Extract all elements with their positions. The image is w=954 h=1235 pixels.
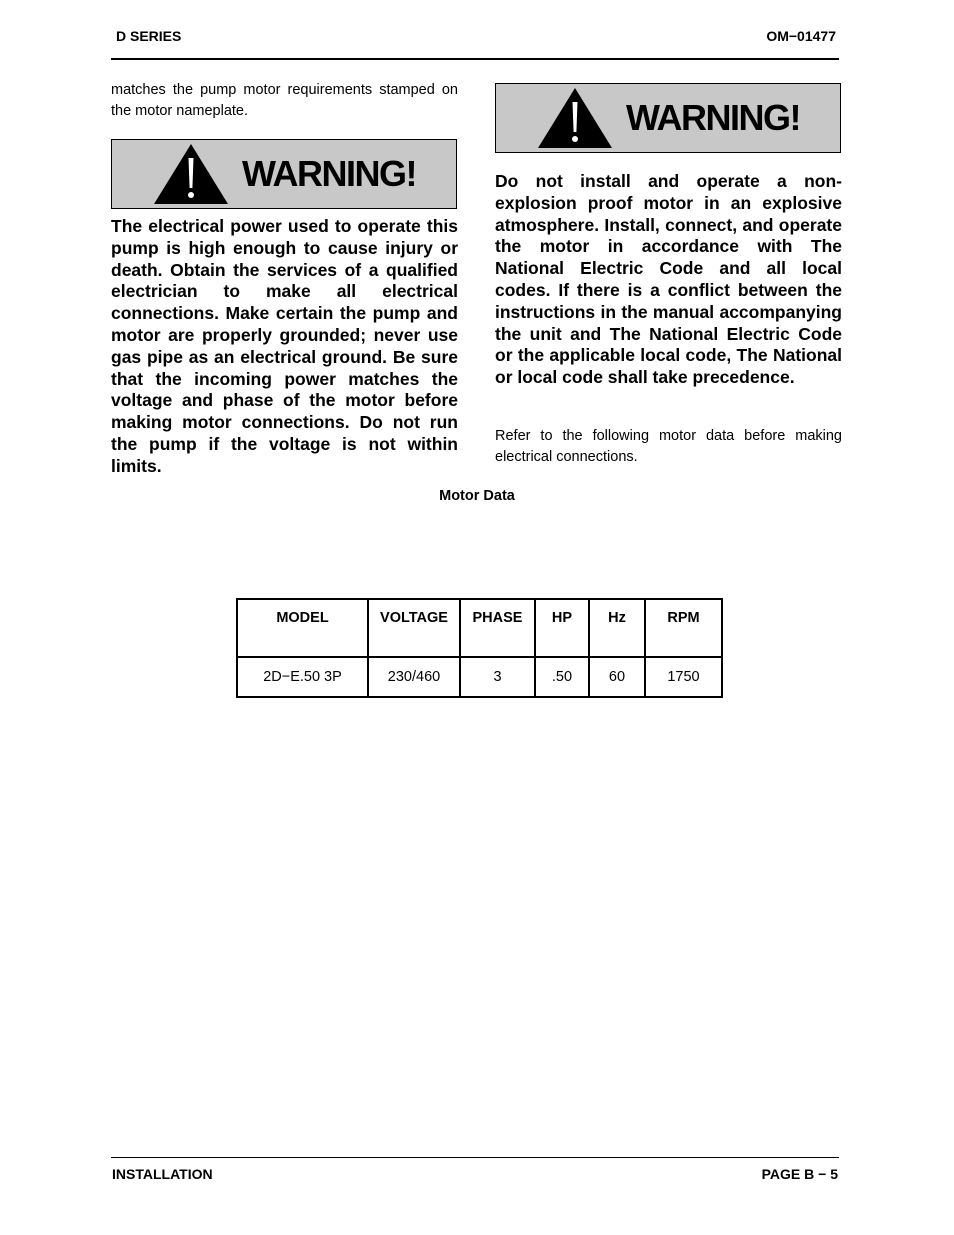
warning-triangle-icon <box>152 142 230 206</box>
table-row <box>237 657 722 697</box>
footer-page-number: PAGE B − 5 <box>761 1166 838 1182</box>
cell-rpm: 1750 <box>645 657 722 697</box>
right-column <box>495 83 842 468</box>
table-header-row <box>237 599 722 657</box>
warning-label: WARNING! <box>242 153 416 194</box>
column-header-hp: HP <box>535 599 589 657</box>
cell-hz: 60 <box>589 657 645 697</box>
motor-data-table <box>236 598 723 698</box>
footer-section: INSTALLATION <box>112 1166 213 1182</box>
cell-phase: 3 <box>460 657 535 697</box>
warning-label: WARNING! <box>626 97 800 138</box>
intro-text: matches the pump motor requirements stamped on the motor nameplate. <box>111 82 458 119</box>
column-header-hz: Hz <box>589 599 645 657</box>
header-rule <box>111 58 839 60</box>
footer-rule <box>111 1157 839 1158</box>
cell-hp: .50 <box>535 657 589 697</box>
cell-model: 2D−E.50 3P <box>237 657 368 697</box>
left-column <box>111 80 458 478</box>
column-header-voltage: VOLTAGE <box>368 599 460 657</box>
warning-banner-explosion <box>495 83 841 153</box>
warning-text-explosion: Do not install and operate a non-explosion proof motor in an explosive atmosphere. Install, connect, and operate the motor in accordance with The National Electric Code and all local codes. If there is a conflict between the instructions in the manual accompanying the unit and The National Electric Code or the applicable local code, The National or local code shall take precedence. <box>495 171 842 388</box>
warning-text-electrical: The electrical power used to operate this pump is high enough to cause injury or death. Obtain the services of a qualified electrician to make all electrical connections. Make certain the pump and motor are properly grounded; never use gas pipe as an electrical ground. Be sure that the incoming power matches the voltage and phase of the motor before making motor connections. Do not run the pump if the voltage is not within limits. <box>111 216 458 476</box>
header-series: D SERIES <box>116 28 182 44</box>
refer-text: Refer to the following motor data before making electrical connections. <box>495 427 842 465</box>
cell-voltage: 230/460 <box>368 657 460 697</box>
column-header-phase: PHASE <box>460 599 535 657</box>
column-header-model: MODEL <box>237 599 368 657</box>
table-caption: Motor Data <box>439 488 515 504</box>
warning-triangle-icon <box>536 86 614 150</box>
column-header-rpm: RPM <box>645 599 722 657</box>
header-doc-number: OM−01477 <box>766 28 836 44</box>
warning-banner-electrical <box>111 139 457 209</box>
